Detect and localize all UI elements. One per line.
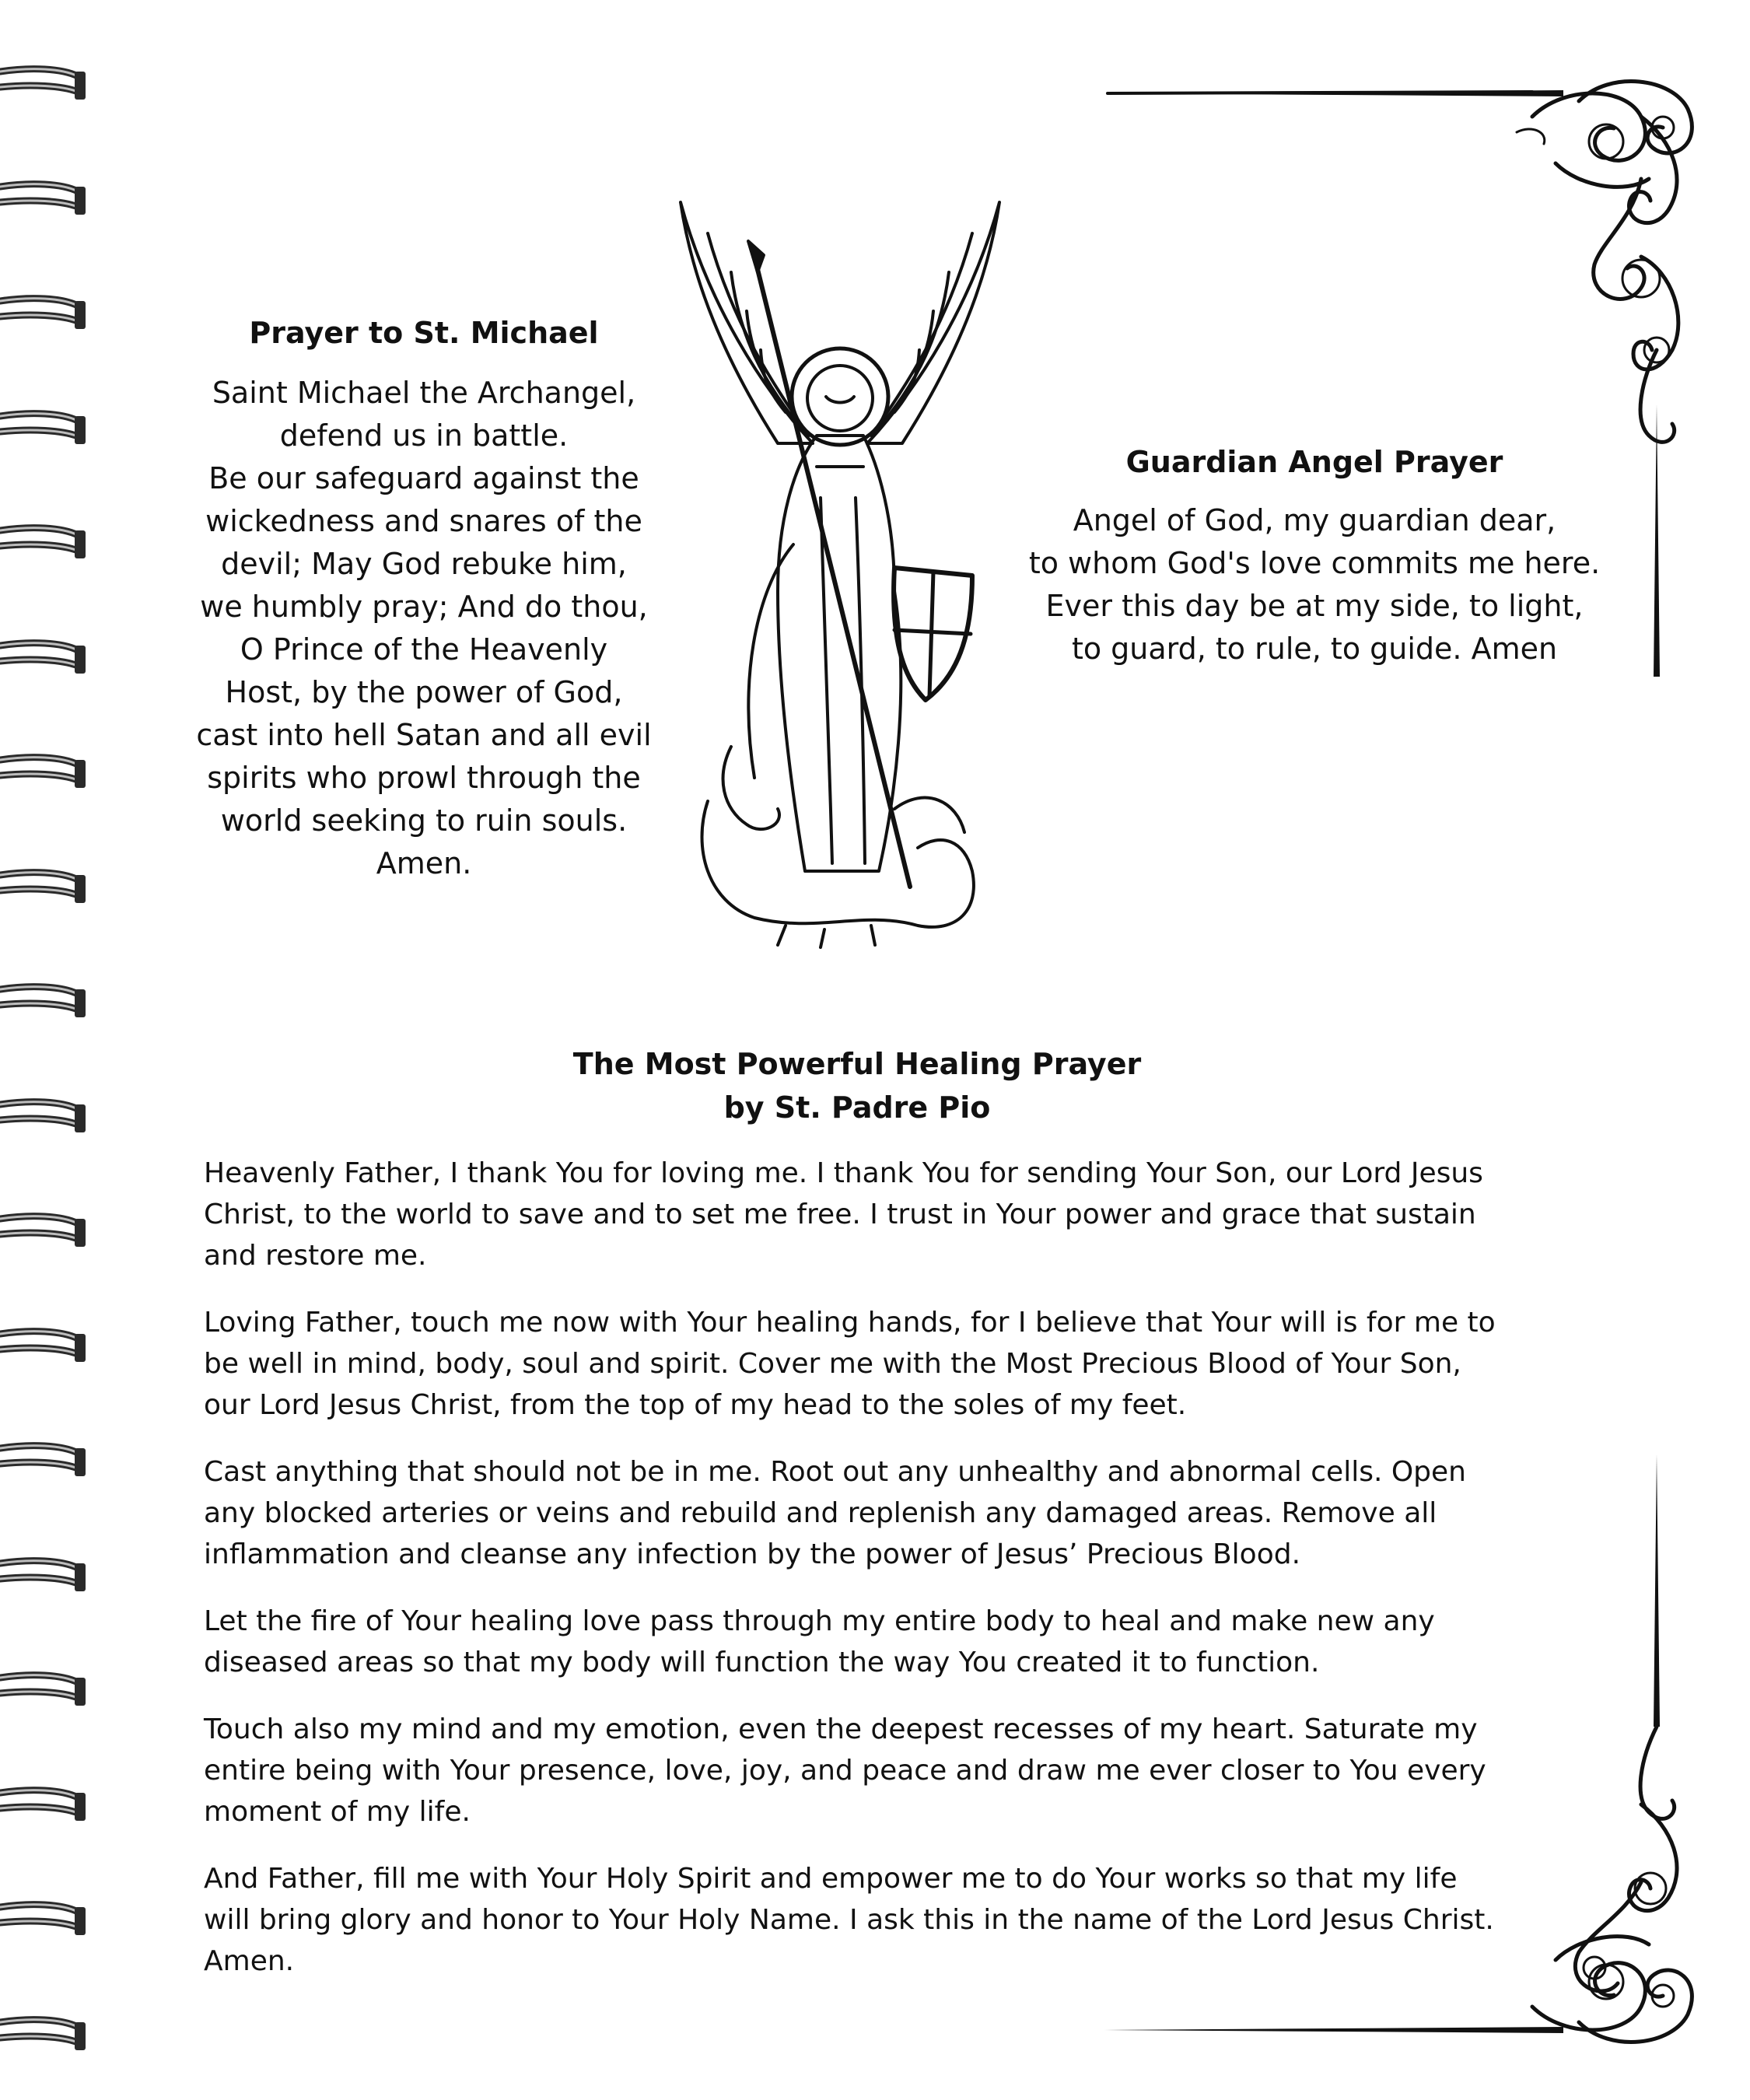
text-line: Heavenly Father, I thank You for loving me. I thank You for sending Your Son, our Lord Jesus bbox=[204, 1157, 1483, 1189]
text-line: to whom God's love commits me here. bbox=[1028, 546, 1601, 580]
guardian-angel-prayer-title: Guardian Angel Prayer bbox=[1125, 445, 1503, 479]
text-line: entire being with Your presence, love, joy, and peace and draw me ever closer to You every bbox=[204, 1755, 1486, 1787]
spiral-ring bbox=[0, 864, 93, 911]
text-line: devil; May God rebuke him, bbox=[221, 547, 627, 581]
spiral-ring bbox=[0, 1323, 93, 1370]
spiral-ring bbox=[0, 1667, 93, 1713]
st-michael-prayer-title: Prayer to St. Michael bbox=[249, 316, 599, 350]
spiral-ring bbox=[0, 176, 93, 222]
text-line: will bring glory and honor to Your Holy Name. I ask this in the name of the Lord Jesus Christ. bbox=[204, 1904, 1494, 1936]
text-line: diseased areas so that my body will function the way You created it to function. bbox=[204, 1647, 1320, 1678]
spiral-binding bbox=[0, 0, 101, 2100]
healing-paragraph bbox=[204, 1153, 1510, 1276]
spiral-ring bbox=[0, 1094, 93, 1140]
healing-prayer-title-line-1: The Most Powerful Healing Prayer bbox=[572, 1047, 1142, 1081]
text-line: to guard, to rule, to guide. Amen bbox=[1071, 632, 1558, 666]
spiral-ring bbox=[0, 1437, 93, 1484]
text-line: Angel of God, my guardian dear, bbox=[1073, 503, 1556, 537]
healing-paragraph bbox=[204, 1709, 1510, 1832]
healing-prayer bbox=[204, 1042, 1510, 2007]
guardian-angel-prayer-text bbox=[1011, 499, 1618, 670]
text-line: Christ, to the world to save and to set me free. I trust in Your power and grace that sustain bbox=[204, 1199, 1476, 1230]
text-line: spirits who prowl through the bbox=[207, 761, 641, 795]
text-line: Cast anything that should not be in me. Root out any unhealthy and abnormal cells. Open bbox=[204, 1456, 1466, 1488]
spiral-ring bbox=[0, 635, 93, 681]
healing-paragraph bbox=[204, 1302, 1510, 1426]
text-line: be well in mind, body, soul and spirit. Cover me with the Most Precious Blood of Your Son, bbox=[204, 1348, 1461, 1380]
spiral-ring bbox=[0, 405, 93, 452]
text-line: our Lord Jesus Christ, from the top of my head to the soles of my feet. bbox=[204, 1389, 1187, 1421]
healing-paragraph bbox=[204, 1858, 1510, 1982]
text-line: world seeking to ruin souls. bbox=[220, 803, 628, 838]
spiral-ring bbox=[0, 61, 93, 107]
text-line: moment of my life. bbox=[204, 1796, 471, 1828]
text-line: O Prince of the Heavenly bbox=[240, 632, 608, 667]
text-line: Touch also my mind and my emotion, even the deepest recesses of my heart. Saturate my bbox=[204, 1713, 1478, 1745]
text-line: Let the fire of Your healing love pass through my entire body to heal and make new any bbox=[204, 1605, 1435, 1637]
text-line: Amen. bbox=[376, 846, 472, 880]
healing-prayer-title-line-2: by St. Padre Pio bbox=[723, 1090, 991, 1125]
healing-prayer-title bbox=[204, 1042, 1510, 1129]
text-line: we humbly pray; And do thou, bbox=[200, 590, 648, 624]
text-line: Ever this day be at my side, to light, bbox=[1045, 589, 1584, 623]
text-line: And Father, fill me with Your Holy Spirit and empower me to do Your works so that my life bbox=[204, 1863, 1458, 1895]
st-michael-prayer-text bbox=[187, 372, 661, 885]
guardian-angel-prayer bbox=[1011, 440, 1618, 670]
text-line: defend us in battle. bbox=[279, 418, 569, 453]
text-line: Host, by the power of God, bbox=[225, 675, 623, 709]
text-line: wickedness and snares of the bbox=[205, 504, 642, 538]
spiral-ring bbox=[0, 1208, 93, 1255]
spiral-ring bbox=[0, 978, 93, 1025]
healing-paragraph bbox=[204, 1451, 1510, 1575]
text-line: cast into hell Satan and all evil bbox=[196, 718, 652, 752]
text-line: Amen. bbox=[204, 1945, 295, 1977]
st-michael-archangel-illustration bbox=[661, 187, 1019, 949]
text-line: inflammation and cleanse any infection by the power of Jesus’ Precious Blood. bbox=[204, 1538, 1301, 1570]
text-line: Be our safeguard against the bbox=[208, 461, 639, 495]
spiral-ring bbox=[0, 290, 93, 337]
spiral-ring bbox=[0, 1782, 93, 1829]
healing-paragraph bbox=[204, 1601, 1510, 1683]
spiral-ring bbox=[0, 520, 93, 566]
text-line: Loving Father, touch me now with Your healing hands, for I believe that Your will is for me to bbox=[204, 1307, 1496, 1339]
text-line: Saint Michael the Archangel, bbox=[212, 376, 636, 410]
text-line: any blocked arteries or veins and rebuild and replenish any damaged areas. Remove all bbox=[204, 1497, 1437, 1529]
spiral-ring bbox=[0, 749, 93, 796]
st-michael-prayer bbox=[187, 311, 661, 885]
healing-prayer-body bbox=[204, 1153, 1510, 1982]
spiral-ring bbox=[0, 2011, 93, 2058]
spiral-ring bbox=[0, 1552, 93, 1599]
spiral-ring bbox=[0, 1896, 93, 1943]
text-line: and restore me. bbox=[204, 1240, 427, 1272]
